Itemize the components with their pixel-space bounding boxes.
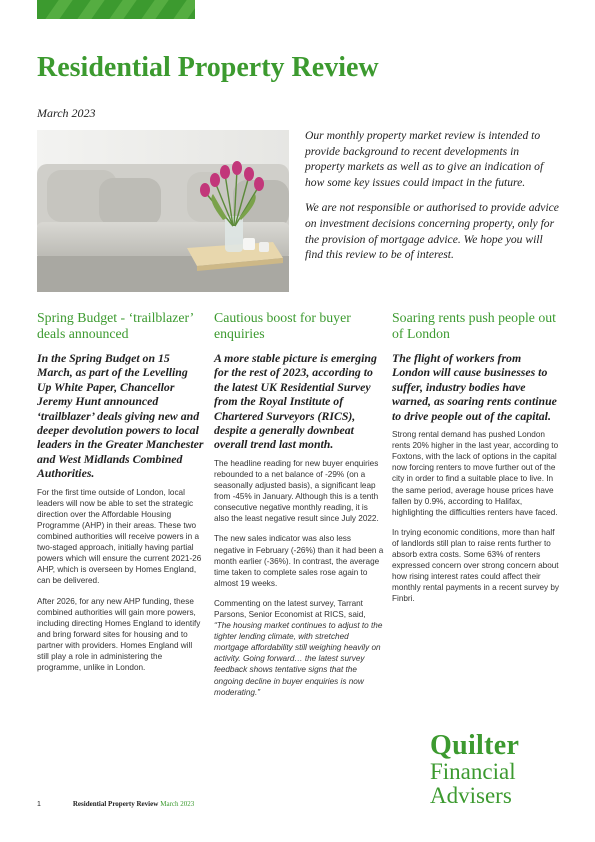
sofa-with-tulips-image — [37, 130, 289, 292]
hero-photo — [37, 130, 289, 292]
article-paragraph: The headline reading for new buyer enquiries rebounded to a net balance of -29% (on a seasonally adjusted basis), a significant leap from -45% in January. Although this is a tenth consecutive negative monthly reading, it is also the least negative result since July 2022. — [214, 458, 379, 524]
logo-line-1: Quilter — [430, 730, 520, 761]
logo-line-2: Financial — [430, 759, 516, 784]
footer-month: March 2023 — [160, 800, 195, 808]
article-paragraph: After 2026, for any new AHP funding, these combined authorities will gain more powers, including directing Homes England to identify and bring forward sites for housing and to partner with providers. Homes England will still play a role in administering the programme, unlike in London. — [37, 596, 201, 673]
issue-date: March 2023 — [37, 106, 96, 120]
page-title: Residential Property Review — [37, 52, 379, 83]
article-paragraph: Strong rental demand has pushed London rents 20% higher in the last year, according to Foxtons, with the lack of options in the capital now forcing renters to move further out of the city in order to find a suitable place to live. In the same period, average house prices have fallen by 0.9%, according to Halifax, highlighting the difficulties renters have faced. — [392, 430, 559, 517]
page-number: 1 — [37, 801, 41, 808]
article-paragraph: In trying economic conditions, more than half of landlords still plan to raise rents further to absorb extra costs. Some 63% of renters expressed concern over strong concern about how rising interest rates could affect their monthly rental payments in a recent survey by Finbri. — [392, 527, 560, 604]
quote-attribution: Commenting on the latest survey, Tarrant Parsons, Senior Economist at RICS, said, — [214, 598, 366, 619]
article-spring-budget — [37, 310, 205, 682]
page-footer — [37, 800, 194, 808]
intro-paragraph: Our monthly property market review is intended to provide background to recent developments in property markets as well as to give an indication of how some key issues could impact in the future. — [305, 129, 544, 189]
intro-text — [305, 128, 560, 263]
article-london-rents — [392, 310, 562, 613]
article-heading: Spring Budget - ‘trailblazer’ deals announced — [37, 310, 194, 341]
top-brand-band — [37, 0, 195, 19]
article-lead: In the Spring Budget on 15 March, as part of the Levelling Up White Paper, Chancellor Jeremy Hunt announced ‘trailblazer’ deals giving new and deeper devolution powers to local leaders in the Greater Manchester and West Midlands Combined Authorities. — [37, 351, 204, 481]
article-buyer-enquiries — [214, 310, 384, 707]
disclaimer-paragraph: We are not responsible or authorised to provide advice on investment decisions concerning property, only for the provision of mortgage advice. We hope you will find this review to be of interest. — [305, 201, 559, 262]
quilter-logo — [430, 732, 519, 808]
article-paragraph: The new sales indicator was also less negative in February (-26%) than it had been a month earlier (-36%). In contrast, the average time taken to complete sales rose again to almost 19 weeks. — [214, 534, 384, 588]
logo-line-3: Advisers — [430, 783, 512, 808]
article-lead: The flight of workers from London will cause businesses to suffer, industry bodies have warned, as soaring rents continue to drive people out of the capital. — [392, 351, 557, 423]
article-lead: A more stable picture is emerging for the rest of 2023, according to the latest UK Residential Survey from the Royal Institute of Chartered Surveyors (RICS), despite a generally downbeat overall trend last month. — [214, 351, 377, 452]
quote-text: “The housing market continues to adjust to the tighter lending climate, with stretched mortgage affordability still weighing heavily on activity. Going forward… the latest survey feedback shows tentative signs that the ongoing decline in buyer enquiries is now moderating.” — [214, 621, 383, 697]
article-paragraph: For the first time outside of London, local leaders will now be able to set the strategic direction over the Affordable Housing Programme (AHP) in their areas. These two combined authorities will receive powers in a two-staged approach, initially having partial powers which will ensure the current 2021-26 AHP, which is overseen by Homes England, can be delivered. — [37, 487, 202, 586]
article-heading: Cautious boost for buyer enquiries — [214, 310, 351, 341]
article-heading: Soaring rents push people out of London — [392, 310, 557, 341]
article-quote-paragraph — [214, 598, 384, 698]
footer-publication: Residential Property Review — [72, 800, 159, 808]
